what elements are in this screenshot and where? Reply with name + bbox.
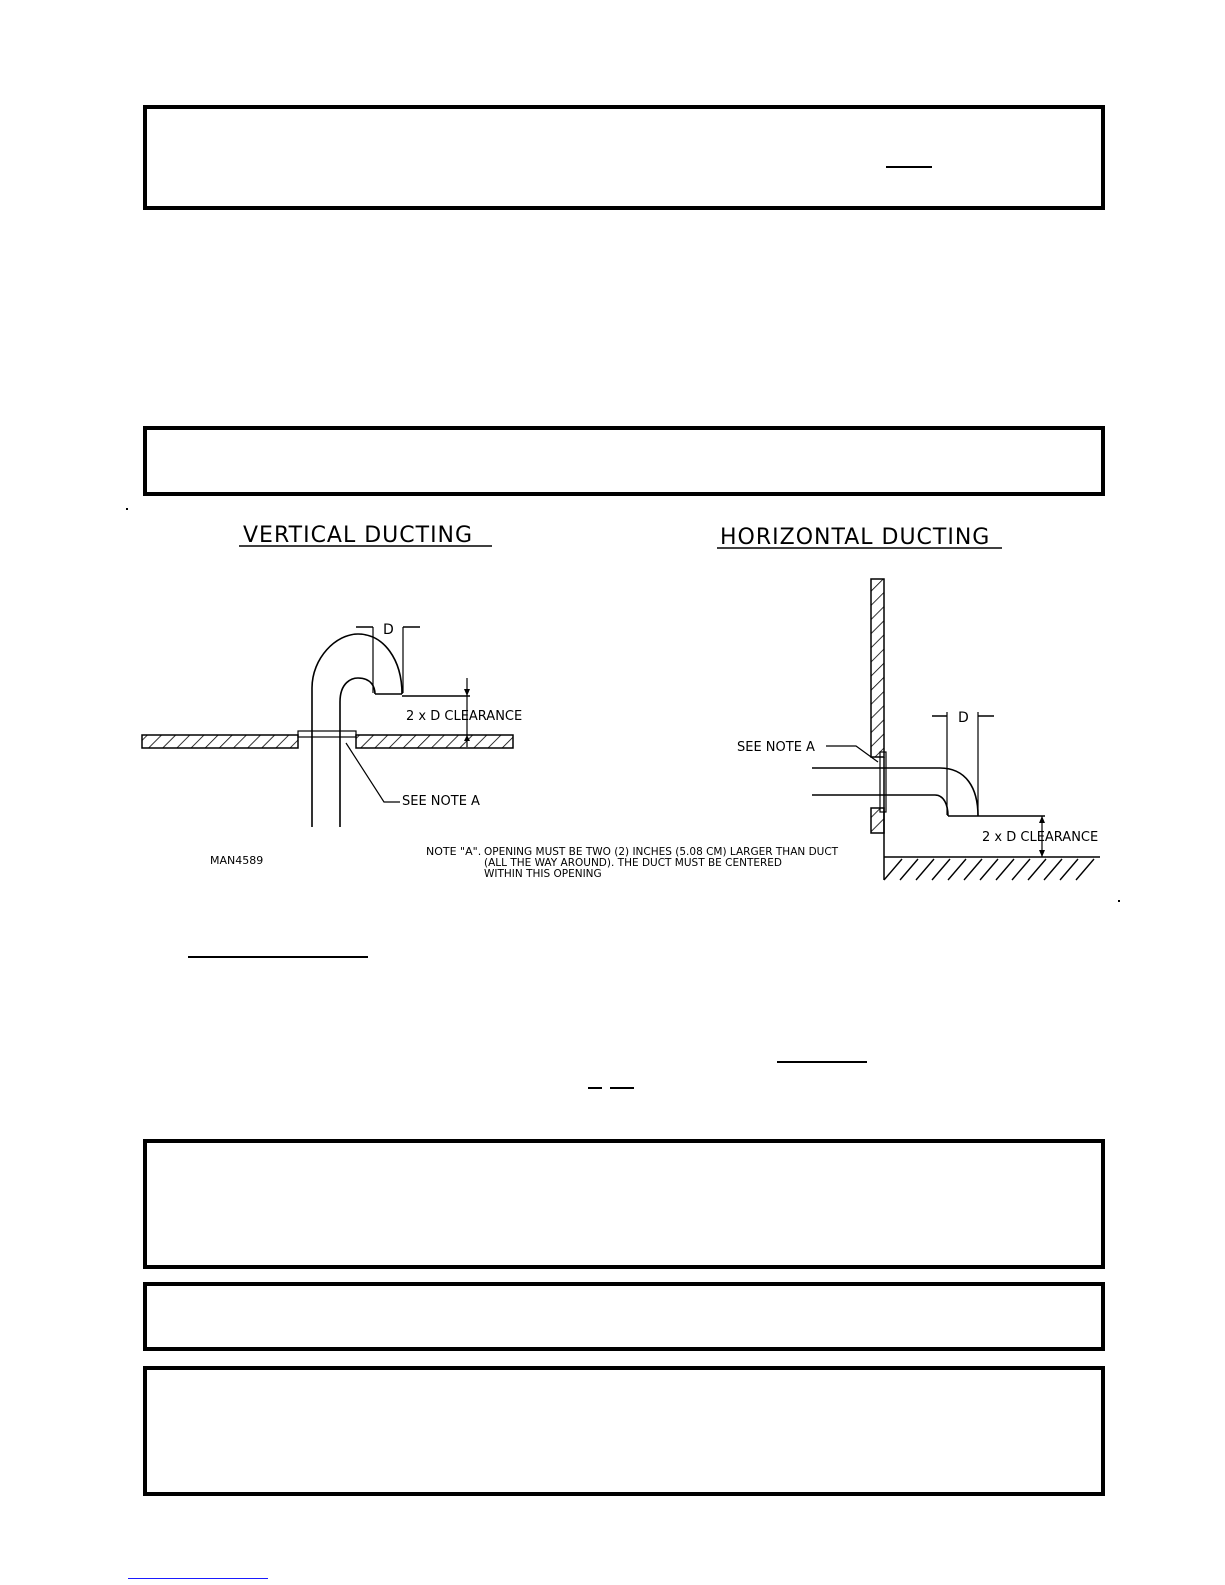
vertical-ducting-diagram (142, 523, 522, 827)
notice-box-4 (143, 1282, 1105, 1351)
underline-mark-5 (610, 1087, 634, 1089)
horizontal-note-callout: SEE NOTE A (737, 740, 815, 755)
horizontal-clearance-label: 2 x D CLEARANCE (982, 830, 1099, 845)
notice-box-5 (143, 1366, 1105, 1496)
roof-slab-left (142, 735, 298, 748)
notice-box-3 (143, 1139, 1105, 1269)
underline-mark-1 (886, 166, 932, 168)
note-a-label: NOTE "A". (426, 845, 482, 858)
underline-mark-2 (188, 956, 368, 958)
horizontal-d-label: D (958, 710, 969, 726)
wall-upper (871, 579, 884, 757)
vertical-duct-inner (340, 678, 375, 827)
horizontal-duct-top (812, 768, 978, 816)
roof-slab-right (356, 735, 513, 748)
vertical-note-leader (346, 743, 400, 802)
horizontal-note-leader (826, 746, 878, 762)
underline-mark-3 (777, 1061, 867, 1063)
vertical-clearance-label: 2 x D CLEARANCE (406, 709, 523, 724)
horizontal-ducting-diagram (717, 525, 1100, 880)
horizontal-ducting-title: HORIZONTAL DUCTING (720, 525, 991, 550)
vertical-ducting-title: VERTICAL DUCTING (243, 523, 474, 548)
note-a-line-3: WITHIN THIS OPENING (484, 868, 602, 880)
vertical-d-label: D (383, 622, 394, 638)
notice-box-2 (143, 426, 1105, 496)
note-a-line-1: OPENING MUST BE TWO (2) INCHES (5.08 CM) LARGER THAN DUCT (484, 846, 839, 858)
note-a-line-2: (ALL THE WAY AROUND). THE DUCT MUST BE CENTERED (484, 857, 783, 869)
stray-dot-2 (1118, 900, 1120, 902)
footer-link-underline[interactable] (128, 1578, 268, 1579)
roof-opening-sleeve (298, 731, 356, 737)
underline-mark-4 (588, 1087, 602, 1089)
ducting-figure (0, 500, 1225, 920)
notice-box-1 (143, 105, 1105, 210)
wall-opening-sleeve (880, 752, 886, 812)
floor-hatch (884, 859, 1094, 880)
vertical-note-callout: SEE NOTE A (402, 794, 480, 809)
drawing-id: MAN4589 (210, 854, 264, 867)
